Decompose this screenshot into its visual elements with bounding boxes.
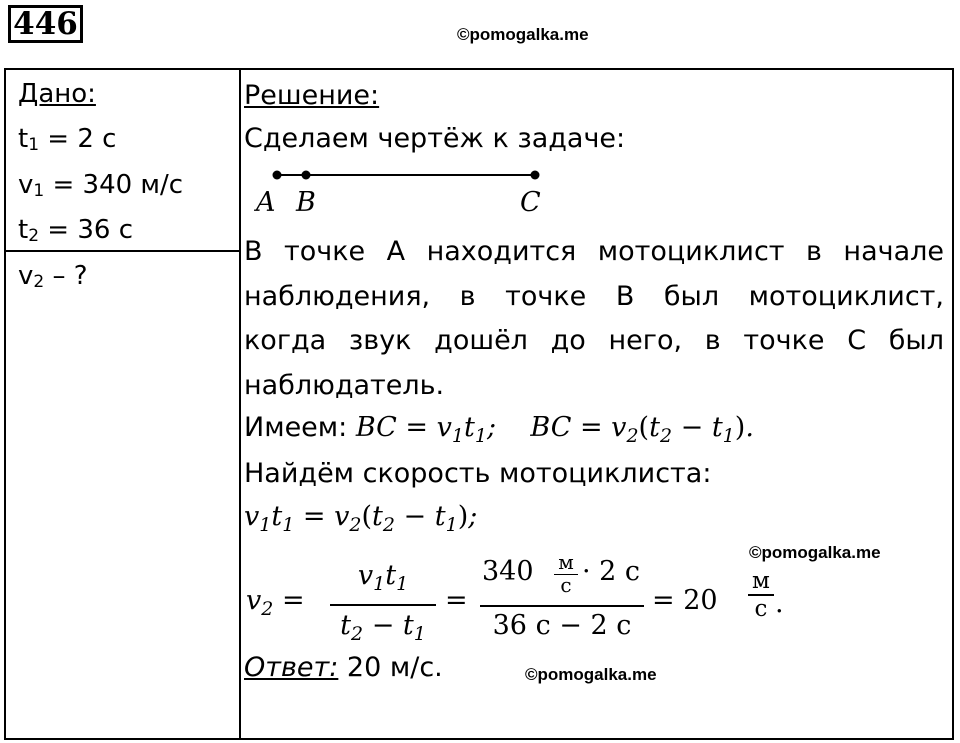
equations-line: Имеем: BC = $v_1t_1$; BC = $v_2(t_2 - t_1)$.	[244, 412, 754, 447]
point-c-label: C	[520, 187, 541, 218]
segment-drawing	[250, 163, 550, 218]
formula-lhs: $v_2$ =	[246, 585, 305, 620]
given-t2: $t_2 = 36$ с	[18, 215, 133, 246]
paragraph-line: когда звук дошёл до него, в точке С был	[244, 325, 944, 357]
equals-sign: =	[445, 585, 468, 616]
watermark: ©pomogalka.me	[525, 665, 657, 684]
point-a-label: A	[256, 187, 276, 218]
point-b-label: B	[296, 187, 316, 218]
fraction-symbolic: $v_1t_1$ $t_2 - t_1$	[330, 560, 436, 650]
paragraph-line: наблюдатель.	[244, 370, 445, 402]
solution-intro: Сделаем чертёж к задаче:	[244, 123, 626, 154]
answer-line: Ответ: 20 м/с.	[244, 652, 443, 683]
paragraph-line: наблюдения, в точке В был мотоциклист,	[244, 280, 944, 312]
column-divider	[239, 70, 241, 738]
paragraph-line: В точке А находится мотоциклист в начале	[244, 236, 944, 267]
result-value: = 20	[652, 585, 718, 616]
given-divider	[6, 250, 239, 252]
point-b-dot	[302, 171, 311, 180]
fraction-numeric: 340 м с · 2 с 36 с − 2 с	[480, 552, 644, 647]
given-unknown: $v_2$ – ?	[18, 261, 88, 292]
given-t1: $t_1 = 2$ с	[18, 124, 117, 155]
problem-number: 446	[8, 5, 83, 43]
final-period: .	[775, 588, 784, 619]
speed-equation: $v_1t_1 = v_2(t_2 - t_1)$;	[244, 501, 478, 536]
solution-paragraph	[244, 230, 944, 409]
watermark: ©pomogalka.me	[457, 25, 589, 44]
watermark: ©pomogalka.me	[749, 543, 881, 562]
point-a-dot	[273, 171, 282, 180]
solution-title: Решение:	[244, 80, 380, 111]
given-v1: $v_1 = 340$ м/с	[18, 170, 184, 201]
result-unit: м с	[748, 568, 774, 622]
point-c-dot	[531, 171, 540, 180]
given-title: Дано:	[18, 79, 96, 109]
find-speed-line: Найдём скорость мотоциклиста:	[244, 458, 712, 489]
